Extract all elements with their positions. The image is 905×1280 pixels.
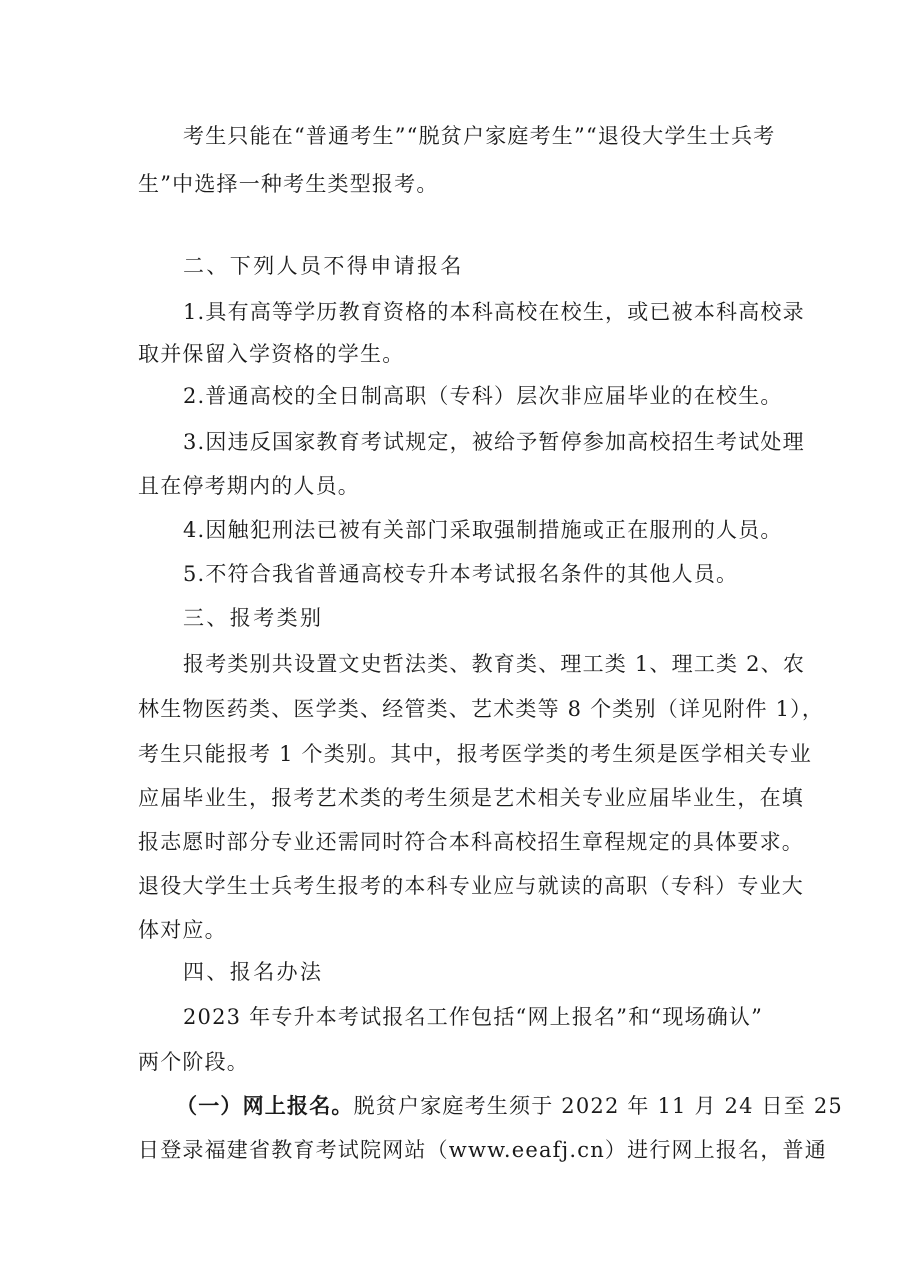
section-4-para-line-2: 两个阶段。 <box>138 1050 249 1074</box>
section-3-line: 报考类别共设置文史哲法类、教育类、理工类 1、理工类 2、农 <box>183 652 806 676</box>
section-2-item-5: 5.不符合我省普通高校专升本考试报名条件的其他人员。 <box>183 562 739 586</box>
section-3-line: 退役大学生士兵考生报考的本科专业应与就读的高职（专科）专业大 <box>138 874 804 898</box>
section-4-heading: 四、报名办法 <box>183 960 324 984</box>
section-2-heading: 二、下列人员不得申请报名 <box>183 254 464 278</box>
section-2-item-3-line-2: 且在停考期内的人员。 <box>138 474 360 498</box>
section-2-item-1-line-1: 1.具有高等学历教育资格的本科高校在校生，或已被本科高校录 <box>183 300 805 324</box>
section-2-item-4: 4.因触犯刑法已被有关部门采取强制措施或正在服刑的人员。 <box>183 518 783 542</box>
section-3-heading: 三、报考类别 <box>183 606 324 630</box>
section-3-line: 考生只能报考 1 个类别。其中，报考医学类的考生须是医学相关专业 <box>138 742 813 766</box>
section-3-line: 体对应。 <box>138 918 227 942</box>
sub-1-title: （一）网上报名。 <box>176 1094 354 1118</box>
section-2-item-3-line-1: 3.因违反国家教育考试规定，被给予暂停参加高校招生考试处理 <box>183 430 805 454</box>
section-4-sub-1-line-2: 日登录福建省教育考试院网站（www.eeafj.cn）进行网上报名，普通 <box>138 1138 827 1162</box>
section-3-line: 报志愿时部分专业还需同时符合本科高校招生章程规定的具体要求。 <box>138 830 804 854</box>
intro-line-2: 生”中选择一种考生类型报考。 <box>138 172 439 196</box>
intro-line-1: 考生只能在“普通考生”“脱贫户家庭考生”“退役大学生士兵考 <box>183 124 776 148</box>
section-4-para-line-1: 2023 年专升本考试报名工作包括“网上报名”和“现场确认” <box>183 1005 764 1029</box>
section-4-sub-1-line-1 <box>176 1094 843 1118</box>
section-2-item-2: 2.普通高校的全日制高职（专科）层次非应届毕业的在校生。 <box>183 384 783 408</box>
section-3-line: 应届毕业生，报考艺术类的考生须是艺术相关专业应届毕业生，在填 <box>138 786 804 810</box>
section-2-item-1-line-2: 取并保留入学资格的学生。 <box>138 342 405 366</box>
sub-1-text: 脱贫户家庭考生须于 2022 年 11 月 24 日至 25 <box>353 1094 843 1118</box>
section-3-line: 林生物医药类、医学类、经管类、艺术类等 8 个类别（详见附件 1）， <box>138 697 825 721</box>
